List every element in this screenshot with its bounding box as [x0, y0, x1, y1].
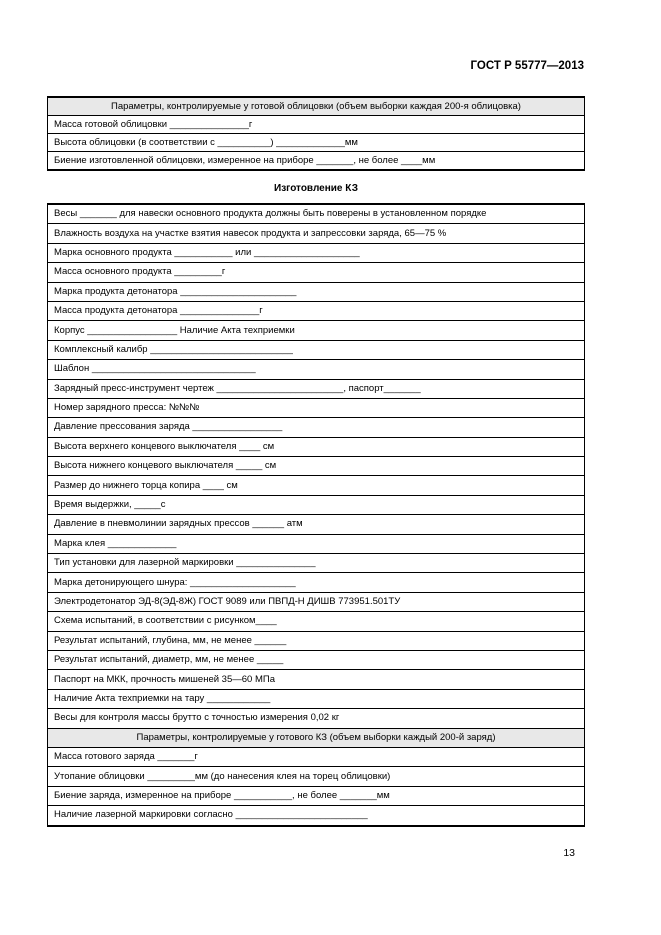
table-row: Марка продукта детонатора ______________________ — [48, 282, 585, 301]
table-row: Электродетонатор ЭД-8(ЭД-8Ж) ГОСТ 9089 или ПВПД-Н ДИШВ 773951.501ТУ — [48, 592, 585, 611]
table-row: Результат испытаний, глубина, мм, не менее ______ — [48, 631, 585, 650]
table-row: Высота нижнего концевого выключателя _____ см — [48, 457, 585, 476]
table-row: Зарядный пресс-инструмент чертеж ________________________, паспорт_______ — [48, 379, 585, 398]
table-row: Высота облицовки (в соответствии с __________) _____________мм — [48, 134, 585, 152]
section-title: Изготовление КЗ — [274, 183, 358, 194]
table-row: Шаблон _______________________________ — [48, 360, 585, 379]
table-section-header: Параметры, контролируемые у готовой облицовки (объем выборки каждая 200-я облицовка) — [48, 97, 585, 116]
table-row: Влажность воздуха на участке взятия навесок продукта и запрессовки заряда, 65—75 % — [48, 224, 585, 243]
table-row: Время выдержки, _____с — [48, 495, 585, 514]
table-row: Давление прессования заряда _________________ — [48, 418, 585, 437]
table-row: Биение изготовленной облицовки, измеренное на приборе _______, не более ____мм — [48, 152, 585, 171]
table-row: Паспорт на МКК, прочность мишеней 35—60 МПа — [48, 670, 585, 689]
table-row: Размер до нижнего торца копира ____ см — [48, 476, 585, 495]
table-row: Схема испытаний, в соответствии с рисунком____ — [48, 612, 585, 631]
table-section-header: Параметры, контролируемые у готового КЗ (объем выборки каждый 200-й заряд) — [48, 728, 585, 747]
table-row: Марка детонирующего шнура: ____________________ — [48, 573, 585, 592]
table-row: Марка основного продукта ___________ или ____________________ — [48, 243, 585, 262]
page-number: 13 — [563, 847, 575, 859]
table-row: Весы для контроля массы брутто с точностью измерения 0,02 кг — [48, 709, 585, 728]
table-row: Масса готового заряда _______г — [48, 747, 585, 766]
table-row: Номер зарядного пресса: №№№ — [48, 398, 585, 417]
document-code: ГОСТ Р 55777—2013 — [470, 60, 584, 72]
table-row: Высота верхнего концевого выключателя ____ см — [48, 437, 585, 456]
table-row: Марка клея _____________ — [48, 534, 585, 553]
table-row: Наличие лазерной маркировки согласно _________________________ — [48, 806, 585, 826]
table-row: Масса готовой облицовки _______________г — [48, 116, 585, 134]
table-row: Масса продукта детонатора _______________г — [48, 301, 585, 320]
table-row: Корпус _________________ Наличие Акта техприемки — [48, 321, 585, 340]
table-row: Весы _______ для навески основного продукта должны быть поверены в установленном порядке — [48, 204, 585, 224]
table-row: Результат испытаний, диаметр, мм, не менее _____ — [48, 650, 585, 669]
table-row: Биение заряда, измеренное на приборе ___________, не более _______мм — [48, 786, 585, 805]
table-row: Масса основного продукта _________г — [48, 263, 585, 282]
table-row: Наличие Акта техприемки на тару ____________ — [48, 689, 585, 708]
table-row: Давление в пневмолинии зарядных прессов ______ атм — [48, 515, 585, 534]
table-row: Утопание облицовки _________мм (до нанесения клея на торец облицовки) — [48, 767, 585, 786]
table-row: Комплексный калибр ___________________________ — [48, 340, 585, 359]
table-row: Тип установки для лазерной маркировки _______________ — [48, 554, 585, 573]
finished-lining-params-table — [47, 96, 585, 171]
charge-manufacturing-table — [47, 203, 585, 827]
